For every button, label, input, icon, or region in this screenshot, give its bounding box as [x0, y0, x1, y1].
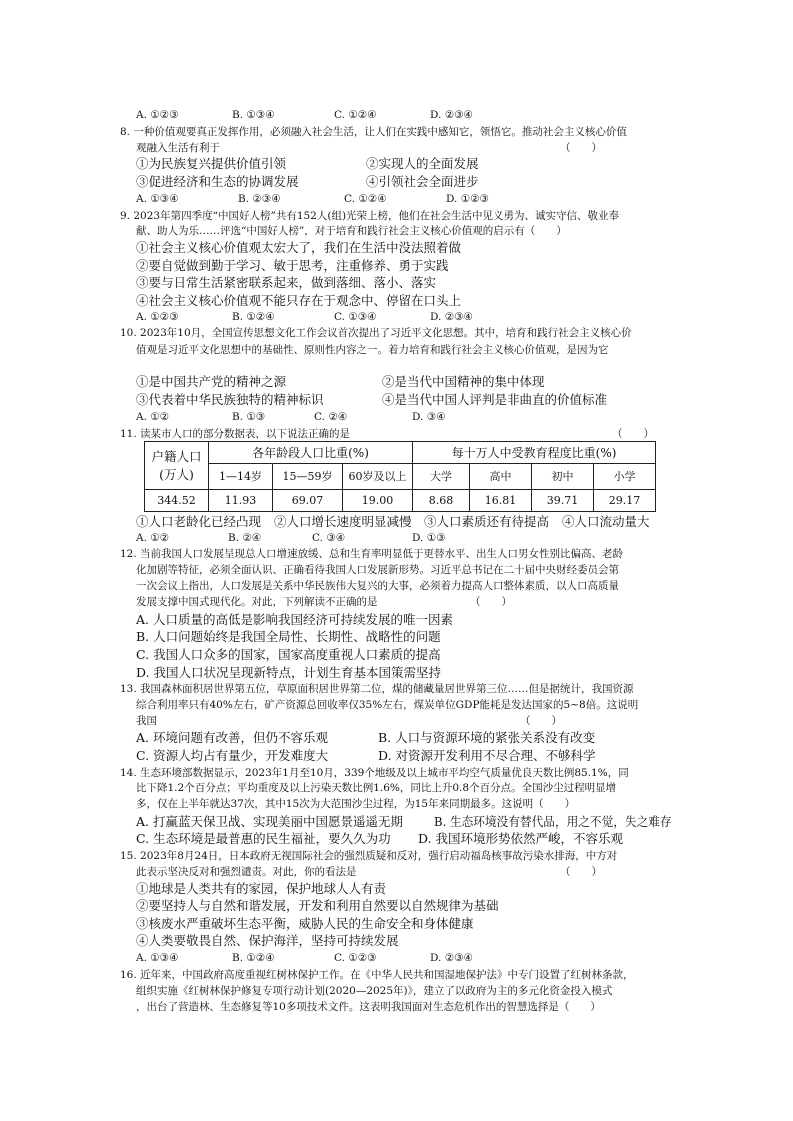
option-b[interactable]: B. 生态环境没有替代品，用之不觉，失之难存: [434, 814, 672, 829]
question-10-stem: 10. 2023年10月，全国宣传思想文化工作会议首次提出了习近平文化思想。其中，培育和践行社会主义核心价: [120, 327, 632, 339]
choice-b[interactable]: B. ①②④: [232, 311, 275, 323]
q9-item-4: ④社会主义核心价值观不能只存在于观念中、停留在口头上: [136, 293, 462, 308]
choice-a[interactable]: A. ①②: [136, 532, 170, 544]
header-middle-school: 初中: [532, 464, 594, 490]
q11-item-2: ②人口增长速度明显减慢: [274, 514, 412, 529]
q11-item-3: ③人口素质还有待提高: [424, 514, 550, 529]
question-8-stem: 8. 一种价值观要真正发挥作用，必须融入社会生活，让人们在实践中感知它，领悟它。推动社会主义核心价值: [120, 126, 627, 138]
choice-c[interactable]: C. ③④: [312, 532, 346, 544]
answer-paren: （ ）: [520, 715, 562, 727]
q15-item-2: ②要坚持人与自然和谐发展，开发和利用自然要以自然规律为基础: [136, 898, 499, 913]
table-cell: 11.93: [209, 490, 273, 512]
header-age-15-59: 15—59岁: [273, 464, 343, 490]
question-16-stem-cont: 组织实施《红树林保护修复专项行动计划(2020—2025年)》，建立了以政府为主的多元化资金投入模式: [136, 985, 613, 997]
question-12-stem-cont: 发展支撑中国式现代化。对此，下列解读不正确的是: [136, 596, 378, 608]
table-cell: 344.52: [145, 490, 209, 512]
choice-d[interactable]: D. ②③④: [430, 109, 473, 121]
choice-a[interactable]: A. ①②③: [136, 311, 179, 323]
option-a[interactable]: A. 环境问题有改善，但仍不容乐观: [136, 730, 328, 745]
q15-item-3: ③核废水严重破坏生态平衡，威胁人民的生命安全和身体健康: [136, 916, 474, 931]
q9-item-2: ②要自觉做到勤于学习、敏于思考，注重修养、勇于实践: [136, 258, 449, 273]
table-cell: 39.71: [532, 490, 594, 512]
question-10-stem-cont: 值观是习近平文化思想中的基础性、原则性内容之一。着力培育和践行社会主义核心价值观，是因为它: [136, 344, 609, 356]
header-population: 户籍人口 (万人): [145, 442, 209, 490]
q8-item-2: ②实现人的全面发展: [366, 156, 479, 171]
q9-item-3: ③要与日常生活紧密联系起来，做到落细、落小、落实: [136, 275, 437, 290]
choice-a[interactable]: A. ①③④: [136, 193, 179, 205]
question-14-stem: 14. 生态环境部数据显示，2023年1月至10月，339个地级及以上城市平均空气质量优良天数比例85.1%，同: [120, 767, 629, 779]
choice-a[interactable]: A. ①②: [136, 411, 170, 423]
option-a[interactable]: A. 人口质量的高低是影响我国经济可持续发展的唯一因素: [136, 612, 453, 627]
table-cell: 8.68: [413, 490, 470, 512]
choice-c[interactable]: C. ①②④: [334, 109, 377, 121]
choice-b[interactable]: B. ①③: [232, 411, 266, 423]
question-13-stem: 13. 我国森林面积居世界第五位，草原面积居世界第二位，煤的储藏量居世界第三位……但是据统计，我国资源: [120, 683, 634, 695]
header-age-share: 各年龄段人口比重(%): [209, 442, 413, 464]
choice-b[interactable]: B. ①③④: [232, 109, 275, 121]
header-university: 大学: [413, 464, 470, 490]
choice-a[interactable]: A. ①②③: [136, 109, 179, 121]
question-14-stem-cont: 多，仅在上半年就达37次，其中15次为大范围沙尘过程，为15年来同期最多。这说明（ ）: [136, 798, 576, 810]
choice-c[interactable]: C. ①②③: [334, 952, 377, 964]
q10-item-4: ④是当代中国人评判是非曲直的价值标准: [382, 392, 608, 407]
question-15-stem-cont: 此表示坚决反对和强烈谴责。对此，你的看法是: [136, 866, 357, 878]
table-cell: 69.07: [273, 490, 343, 512]
q11-item-4: ④人口流动量大: [562, 514, 650, 529]
choice-b[interactable]: B. ①②④: [232, 952, 275, 964]
question-9-stem: 9. 2023年第四季度“中国好人榜”共有152人(组)光荣上榜，他们在社会生活中见义勇为、诚实守信、敬业奉: [120, 210, 620, 222]
choice-c[interactable]: C. ②④: [314, 411, 348, 423]
header-age-1-14: 1—14岁: [209, 464, 273, 490]
answer-paren: （ ）: [560, 142, 602, 154]
table-cell: 16.81: [470, 490, 532, 512]
option-d[interactable]: D. 我国环境形势依然严峻，不容乐观: [418, 831, 624, 846]
header-education-share: 每十万人中受教育程度比重(%): [413, 442, 656, 464]
q10-item-1: ①是中国共产党的精神之源: [136, 374, 287, 389]
choice-d[interactable]: D. ②③④: [430, 952, 473, 964]
header-primary-school: 小学: [594, 464, 656, 490]
question-9-stem-cont: 献、助人为乐……评选“中国好人榜”，对于培育和践行社会主义核心价值观的启示有（ ）: [136, 225, 567, 237]
question-15-stem: 15. 2023年8月24日，日本政府无视国际社会的强烈质疑和反对，强行启动福岛核事故污染水排海，中方对: [120, 850, 618, 862]
question-13-stem-cont: 我国: [136, 715, 157, 727]
choice-d[interactable]: D. ①②③: [446, 193, 489, 205]
choice-d[interactable]: D. ②③④: [430, 311, 473, 323]
question-11-stem: 11. 读某市人口的部分数据表，以下说法正确的是: [120, 428, 351, 440]
option-c[interactable]: C. 生态环境是最普惠的民生福祉，要久久为功: [136, 831, 391, 846]
question-12-stem: 12. 当前我国人口发展呈现总人口增速放缓、总和生育率明显低于更替水平、出生人口男女性别比偏高、老龄: [120, 548, 624, 560]
option-c[interactable]: C. 我国人口众多的国家，国家高度重视人口素质的提高: [136, 647, 441, 662]
question-16-stem: 16. 近年来，中国政府高度重视红树林保护工作。在《中华人民共和国湿地保护法》中专门设置了红树林条款，: [120, 969, 634, 981]
table-cell: 19.00: [343, 490, 413, 512]
question-8-stem-cont: 观融入生活有利于: [136, 142, 220, 154]
header-age-60-plus: 60岁及以上: [343, 464, 413, 490]
choice-d[interactable]: D. ③④: [412, 411, 446, 423]
choice-b[interactable]: B. ②④: [228, 532, 262, 544]
question-16-stem-cont: ，出台了营造林、生态修复等10多项技术文件。这表明我国面对生态危机作出的智慧选择是（ ）: [136, 1001, 601, 1013]
choice-c[interactable]: C. ①③④: [334, 311, 377, 323]
q10-item-2: ②是当代中国精神的集中体现: [382, 374, 545, 389]
q15-item-4: ④人类要敬畏自然、保护海洋，坚持可持续发展: [136, 933, 399, 948]
q9-item-1: ①社会主义核心价值观太宏大了，我们在生活中没法照着做: [136, 240, 462, 255]
answer-paren: （ ）: [560, 866, 602, 878]
choice-c[interactable]: C. ①②④: [344, 193, 387, 205]
choice-b[interactable]: B. ②③④: [238, 193, 281, 205]
answer-paren: （ ）: [470, 596, 512, 608]
header-high-school: 高中: [470, 464, 532, 490]
option-a[interactable]: A. 打赢蓝天保卫战、实现美丽中国愿景遥遥无期: [136, 814, 403, 829]
table-cell: 29.17: [594, 490, 656, 512]
option-b[interactable]: B. 人口问题始终是我国全局性、长期性、战略性的问题: [136, 629, 441, 644]
q11-item-1: ①人口老龄化已经凸现: [136, 514, 262, 529]
option-b[interactable]: B. 人口与资源环境的紧张关系没有改变: [378, 730, 596, 745]
option-d[interactable]: D. 对资源开发利用不尽合理、不够科学: [378, 748, 596, 763]
question-12-stem-cont: 一次会议上指出，人口发展是关系中华民族伟大复兴的大事，必须着力提高人口整体素质，以人口高质量: [136, 580, 619, 592]
population-table: [144, 441, 656, 512]
q8-item-3: ③促进经济和生态的协调发展: [136, 174, 299, 189]
choice-d[interactable]: D. ①③: [412, 532, 446, 544]
option-d[interactable]: D. 我国人口状况呈现新特点，计划生育基本国策需坚持: [136, 665, 442, 680]
question-13-stem-cont: 综合利用率只有40%左右，矿产资源总回收率仅35%左右，煤炭单位GDP能耗是发达国家的5~8倍。这说明: [136, 699, 639, 711]
answer-paren: （ ）: [612, 428, 654, 440]
question-12-stem-cont: 化加剧等特征，必须全面认识、正确看待我国人口发展新形势。习近平总书记在二十届中央财经委员会第: [136, 564, 619, 576]
question-14-stem-cont: 比下降1.2个百分点；平均重度及以上污染天数比例1.6%，同比上升0.8个百分点。全国沙尘过程明显增: [136, 782, 617, 794]
choice-a[interactable]: A. ①③④: [136, 952, 179, 964]
q8-item-1: ①为民族复兴提供价值引领: [136, 156, 287, 171]
q15-item-1: ①地球是人类共有的家园，保护地球人人有责: [136, 881, 387, 896]
q10-item-3: ③代表着中华民族独特的精神标识: [136, 392, 324, 407]
q8-item-4: ④引领社会全面进步: [366, 174, 479, 189]
option-c[interactable]: C. 资源人均占有量少，开发难度大: [136, 748, 329, 763]
